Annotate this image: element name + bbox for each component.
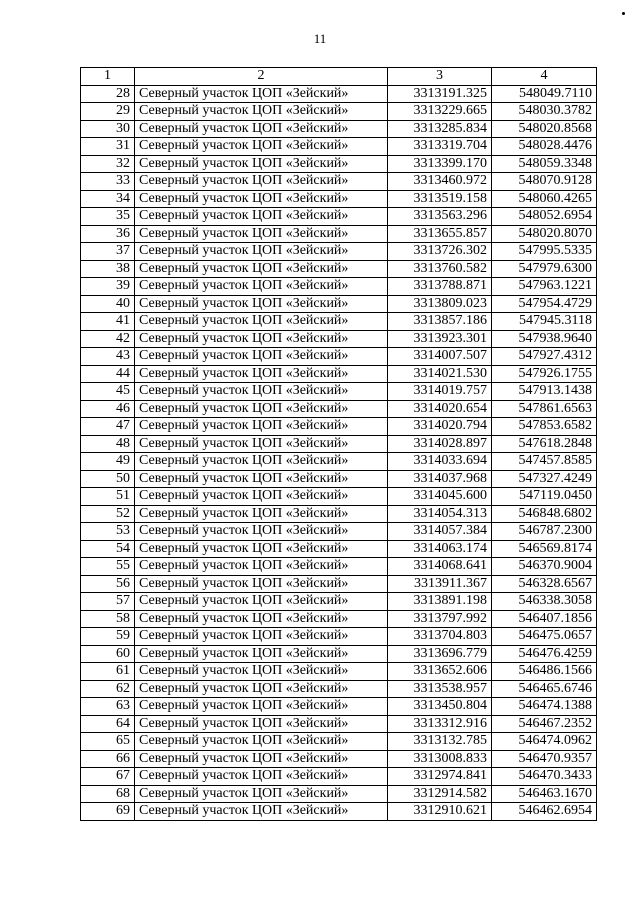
- site-name-cell: Северный участок ЦОП «Зейский»: [135, 698, 388, 716]
- x-coordinate-cell: 3313519.158: [388, 190, 492, 208]
- x-coordinate-cell: 3313450.804: [388, 698, 492, 716]
- x-coordinate-cell: 3314021.530: [388, 365, 492, 383]
- table-row: [81, 505, 597, 523]
- point-number-cell: 28: [81, 85, 135, 103]
- y-coordinate-cell: 548059.3348: [492, 155, 597, 173]
- site-name-cell: Северный участок ЦОП «Зейский»: [135, 575, 388, 593]
- x-coordinate-cell: 3314063.174: [388, 540, 492, 558]
- y-coordinate-cell: 546465.6746: [492, 680, 597, 698]
- site-name-cell: Северный участок ЦОП «Зейский»: [135, 330, 388, 348]
- y-coordinate-cell: 548052.6954: [492, 208, 597, 226]
- y-coordinate-cell: 547926.1755: [492, 365, 597, 383]
- point-number-cell: 56: [81, 575, 135, 593]
- y-coordinate-cell: 547995.5335: [492, 243, 597, 261]
- point-number-cell: 61: [81, 663, 135, 681]
- y-coordinate-cell: 546486.1566: [492, 663, 597, 681]
- point-number-cell: 41: [81, 313, 135, 331]
- site-name-cell: Северный участок ЦОП «Зейский»: [135, 768, 388, 786]
- y-coordinate-cell: 546475.0657: [492, 628, 597, 646]
- y-coordinate-cell: 547327.4249: [492, 470, 597, 488]
- corner-dot-mark: [622, 12, 625, 15]
- x-coordinate-cell: 3313911.367: [388, 575, 492, 593]
- header-col-1: 1: [81, 68, 135, 86]
- table-row: [81, 85, 597, 103]
- table-row: [81, 278, 597, 296]
- point-number-cell: 39: [81, 278, 135, 296]
- table-row: [81, 558, 597, 576]
- x-coordinate-cell: 3313538.957: [388, 680, 492, 698]
- x-coordinate-cell: 3313891.198: [388, 593, 492, 611]
- point-number-cell: 50: [81, 470, 135, 488]
- site-name-cell: Северный участок ЦОП «Зейский»: [135, 453, 388, 471]
- x-coordinate-cell: 3314037.968: [388, 470, 492, 488]
- point-number-cell: 57: [81, 593, 135, 611]
- table-row: [81, 173, 597, 191]
- x-coordinate-cell: 3313191.325: [388, 85, 492, 103]
- point-number-cell: 46: [81, 400, 135, 418]
- y-coordinate-cell: 547963.1221: [492, 278, 597, 296]
- table-row: [81, 715, 597, 733]
- table-row: [81, 155, 597, 173]
- point-number-cell: 51: [81, 488, 135, 506]
- x-coordinate-cell: 3313797.992: [388, 610, 492, 628]
- x-coordinate-cell: 3313696.779: [388, 645, 492, 663]
- table-row: [81, 488, 597, 506]
- header-row: [81, 68, 597, 86]
- y-coordinate-cell: 546787.2300: [492, 523, 597, 541]
- site-name-cell: Северный участок ЦОП «Зейский»: [135, 278, 388, 296]
- site-name-cell: Северный участок ЦОП «Зейский»: [135, 505, 388, 523]
- y-coordinate-cell: 547979.6300: [492, 260, 597, 278]
- x-coordinate-cell: 3312974.841: [388, 768, 492, 786]
- point-number-cell: 30: [81, 120, 135, 138]
- site-name-cell: Северный участок ЦОП «Зейский»: [135, 190, 388, 208]
- point-number-cell: 60: [81, 645, 135, 663]
- y-coordinate-cell: 548049.7110: [492, 85, 597, 103]
- table-row: [81, 348, 597, 366]
- site-name-cell: Северный участок ЦОП «Зейский»: [135, 540, 388, 558]
- x-coordinate-cell: 3313399.170: [388, 155, 492, 173]
- point-number-cell: 55: [81, 558, 135, 576]
- point-number-cell: 69: [81, 803, 135, 821]
- x-coordinate-cell: 3312910.621: [388, 803, 492, 821]
- x-coordinate-cell: 3313857.186: [388, 313, 492, 331]
- table-row: [81, 680, 597, 698]
- site-name-cell: Северный участок ЦОП «Зейский»: [135, 173, 388, 191]
- y-coordinate-cell: 547927.4312: [492, 348, 597, 366]
- site-name-cell: Северный участок ЦОП «Зейский»: [135, 593, 388, 611]
- table-row: [81, 103, 597, 121]
- x-coordinate-cell: 3313229.665: [388, 103, 492, 121]
- point-number-cell: 32: [81, 155, 135, 173]
- point-number-cell: 45: [81, 383, 135, 401]
- x-coordinate-cell: 3313460.972: [388, 173, 492, 191]
- table-row: [81, 523, 597, 541]
- table-row: [81, 243, 597, 261]
- point-number-cell: 49: [81, 453, 135, 471]
- x-coordinate-cell: 3313788.871: [388, 278, 492, 296]
- table-row: [81, 418, 597, 436]
- table-row: [81, 190, 597, 208]
- site-name-cell: Северный участок ЦОП «Зейский»: [135, 733, 388, 751]
- y-coordinate-cell: 548030.3782: [492, 103, 597, 121]
- x-coordinate-cell: 3313132.785: [388, 733, 492, 751]
- y-coordinate-cell: 546474.1388: [492, 698, 597, 716]
- point-number-cell: 59: [81, 628, 135, 646]
- site-name-cell: Северный участок ЦОП «Зейский»: [135, 120, 388, 138]
- point-number-cell: 38: [81, 260, 135, 278]
- site-name-cell: Северный участок ЦОП «Зейский»: [135, 715, 388, 733]
- point-number-cell: 36: [81, 225, 135, 243]
- y-coordinate-cell: 547618.2848: [492, 435, 597, 453]
- page-number: 11: [313, 31, 327, 46]
- point-number-cell: 40: [81, 295, 135, 313]
- site-name-cell: Северный участок ЦОП «Зейский»: [135, 208, 388, 226]
- point-number-cell: 64: [81, 715, 135, 733]
- site-name-cell: Северный участок ЦОП «Зейский»: [135, 85, 388, 103]
- y-coordinate-cell: 548020.8070: [492, 225, 597, 243]
- x-coordinate-cell: 3313809.023: [388, 295, 492, 313]
- coordinates-table: [80, 67, 597, 821]
- site-name-cell: Северный участок ЦОП «Зейский»: [135, 610, 388, 628]
- table-row: [81, 260, 597, 278]
- point-number-cell: 43: [81, 348, 135, 366]
- y-coordinate-cell: 546467.2352: [492, 715, 597, 733]
- site-name-cell: Северный участок ЦОП «Зейский»: [135, 295, 388, 313]
- site-name-cell: Северный участок ЦОП «Зейский»: [135, 628, 388, 646]
- x-coordinate-cell: 3313760.582: [388, 260, 492, 278]
- table-row: [81, 470, 597, 488]
- site-name-cell: Северный участок ЦОП «Зейский»: [135, 138, 388, 156]
- y-coordinate-cell: 546470.3433: [492, 768, 597, 786]
- site-name-cell: Северный участок ЦОП «Зейский»: [135, 803, 388, 821]
- table-row: [81, 803, 597, 821]
- y-coordinate-cell: 548060.4265: [492, 190, 597, 208]
- table-row: [81, 575, 597, 593]
- y-coordinate-cell: 546463.1670: [492, 785, 597, 803]
- table-row: [81, 663, 597, 681]
- x-coordinate-cell: 3314068.641: [388, 558, 492, 576]
- table-row: [81, 540, 597, 558]
- x-coordinate-cell: 3313319.704: [388, 138, 492, 156]
- x-coordinate-cell: 3313008.833: [388, 750, 492, 768]
- header-col-4: 4: [492, 68, 597, 86]
- y-coordinate-cell: 548020.8568: [492, 120, 597, 138]
- x-coordinate-cell: 3313312.916: [388, 715, 492, 733]
- point-number-cell: 62: [81, 680, 135, 698]
- site-name-cell: Северный участок ЦОП «Зейский»: [135, 680, 388, 698]
- table-row: [81, 645, 597, 663]
- table-row: [81, 610, 597, 628]
- y-coordinate-cell: 546370.9004: [492, 558, 597, 576]
- site-name-cell: Северный участок ЦОП «Зейский»: [135, 558, 388, 576]
- y-coordinate-cell: 546462.6954: [492, 803, 597, 821]
- x-coordinate-cell: 3314020.654: [388, 400, 492, 418]
- site-name-cell: Северный участок ЦОП «Зейский»: [135, 750, 388, 768]
- x-coordinate-cell: 3312914.582: [388, 785, 492, 803]
- point-number-cell: 42: [81, 330, 135, 348]
- y-coordinate-cell: 547853.6582: [492, 418, 597, 436]
- x-coordinate-cell: 3313704.803: [388, 628, 492, 646]
- y-coordinate-cell: 547457.8585: [492, 453, 597, 471]
- site-name-cell: Северный участок ЦОП «Зейский»: [135, 418, 388, 436]
- x-coordinate-cell: 3314028.897: [388, 435, 492, 453]
- point-number-cell: 44: [81, 365, 135, 383]
- y-coordinate-cell: 547945.3118: [492, 313, 597, 331]
- table-row: [81, 435, 597, 453]
- x-coordinate-cell: 3314057.384: [388, 523, 492, 541]
- site-name-cell: Северный участок ЦОП «Зейский»: [135, 400, 388, 418]
- site-name-cell: Северный участок ЦОП «Зейский»: [135, 243, 388, 261]
- header-col-2: 2: [135, 68, 388, 86]
- site-name-cell: Северный участок ЦОП «Зейский»: [135, 470, 388, 488]
- point-number-cell: 54: [81, 540, 135, 558]
- y-coordinate-cell: 547861.6563: [492, 400, 597, 418]
- y-coordinate-cell: 546848.6802: [492, 505, 597, 523]
- point-number-cell: 29: [81, 103, 135, 121]
- table-row: [81, 453, 597, 471]
- table-row: [81, 593, 597, 611]
- point-number-cell: 65: [81, 733, 135, 751]
- table-row: [81, 295, 597, 313]
- table-header: [81, 68, 597, 86]
- x-coordinate-cell: 3314007.507: [388, 348, 492, 366]
- y-coordinate-cell: 546569.8174: [492, 540, 597, 558]
- point-number-cell: 35: [81, 208, 135, 226]
- y-coordinate-cell: 546328.6567: [492, 575, 597, 593]
- site-name-cell: Северный участок ЦОП «Зейский»: [135, 645, 388, 663]
- table-row: [81, 400, 597, 418]
- point-number-cell: 37: [81, 243, 135, 261]
- point-number-cell: 66: [81, 750, 135, 768]
- point-number-cell: 47: [81, 418, 135, 436]
- table-row: [81, 733, 597, 751]
- y-coordinate-cell: 547938.9640: [492, 330, 597, 348]
- x-coordinate-cell: 3313923.301: [388, 330, 492, 348]
- table-row: [81, 785, 597, 803]
- site-name-cell: Северный участок ЦОП «Зейский»: [135, 523, 388, 541]
- y-coordinate-cell: 546338.3058: [492, 593, 597, 611]
- point-number-cell: 58: [81, 610, 135, 628]
- y-coordinate-cell: 546474.0962: [492, 733, 597, 751]
- table-row: [81, 330, 597, 348]
- y-coordinate-cell: 546407.1856: [492, 610, 597, 628]
- table-row: [81, 698, 597, 716]
- table-row: [81, 750, 597, 768]
- x-coordinate-cell: 3313655.857: [388, 225, 492, 243]
- y-coordinate-cell: 547119.0450: [492, 488, 597, 506]
- site-name-cell: Северный участок ЦОП «Зейский»: [135, 260, 388, 278]
- y-coordinate-cell: 547913.1438: [492, 383, 597, 401]
- table-body: [81, 85, 597, 820]
- site-name-cell: Северный участок ЦОП «Зейский»: [135, 663, 388, 681]
- table-row: [81, 768, 597, 786]
- site-name-cell: Северный участок ЦОП «Зейский»: [135, 225, 388, 243]
- x-coordinate-cell: 3314019.757: [388, 383, 492, 401]
- x-coordinate-cell: 3313726.302: [388, 243, 492, 261]
- y-coordinate-cell: 548070.9128: [492, 173, 597, 191]
- table-row: [81, 628, 597, 646]
- site-name-cell: Северный участок ЦОП «Зейский»: [135, 348, 388, 366]
- x-coordinate-cell: 3313285.834: [388, 120, 492, 138]
- point-number-cell: 67: [81, 768, 135, 786]
- x-coordinate-cell: 3314020.794: [388, 418, 492, 436]
- site-name-cell: Северный участок ЦОП «Зейский»: [135, 383, 388, 401]
- site-name-cell: Северный участок ЦОП «Зейский»: [135, 313, 388, 331]
- point-number-cell: 34: [81, 190, 135, 208]
- point-number-cell: 63: [81, 698, 135, 716]
- point-number-cell: 31: [81, 138, 135, 156]
- table-row: [81, 208, 597, 226]
- x-coordinate-cell: 3314054.313: [388, 505, 492, 523]
- site-name-cell: Северный участок ЦОП «Зейский»: [135, 785, 388, 803]
- x-coordinate-cell: 3313563.296: [388, 208, 492, 226]
- point-number-cell: 53: [81, 523, 135, 541]
- site-name-cell: Северный участок ЦОП «Зейский»: [135, 365, 388, 383]
- table-row: [81, 365, 597, 383]
- point-number-cell: 48: [81, 435, 135, 453]
- site-name-cell: Северный участок ЦОП «Зейский»: [135, 435, 388, 453]
- table-row: [81, 138, 597, 156]
- header-col-3: 3: [388, 68, 492, 86]
- point-number-cell: 33: [81, 173, 135, 191]
- table-row: [81, 313, 597, 331]
- x-coordinate-cell: 3314033.694: [388, 453, 492, 471]
- site-name-cell: Северный участок ЦОП «Зейский»: [135, 488, 388, 506]
- y-coordinate-cell: 547954.4729: [492, 295, 597, 313]
- y-coordinate-cell: 546470.9357: [492, 750, 597, 768]
- site-name-cell: Северный участок ЦОП «Зейский»: [135, 155, 388, 173]
- site-name-cell: Северный участок ЦОП «Зейский»: [135, 103, 388, 121]
- table-row: [81, 383, 597, 401]
- point-number-cell: 52: [81, 505, 135, 523]
- x-coordinate-cell: 3314045.600: [388, 488, 492, 506]
- x-coordinate-cell: 3313652.606: [388, 663, 492, 681]
- point-number-cell: 68: [81, 785, 135, 803]
- y-coordinate-cell: 548028.4476: [492, 138, 597, 156]
- y-coordinate-cell: 546476.4259: [492, 645, 597, 663]
- table-row: [81, 120, 597, 138]
- table-row: [81, 225, 597, 243]
